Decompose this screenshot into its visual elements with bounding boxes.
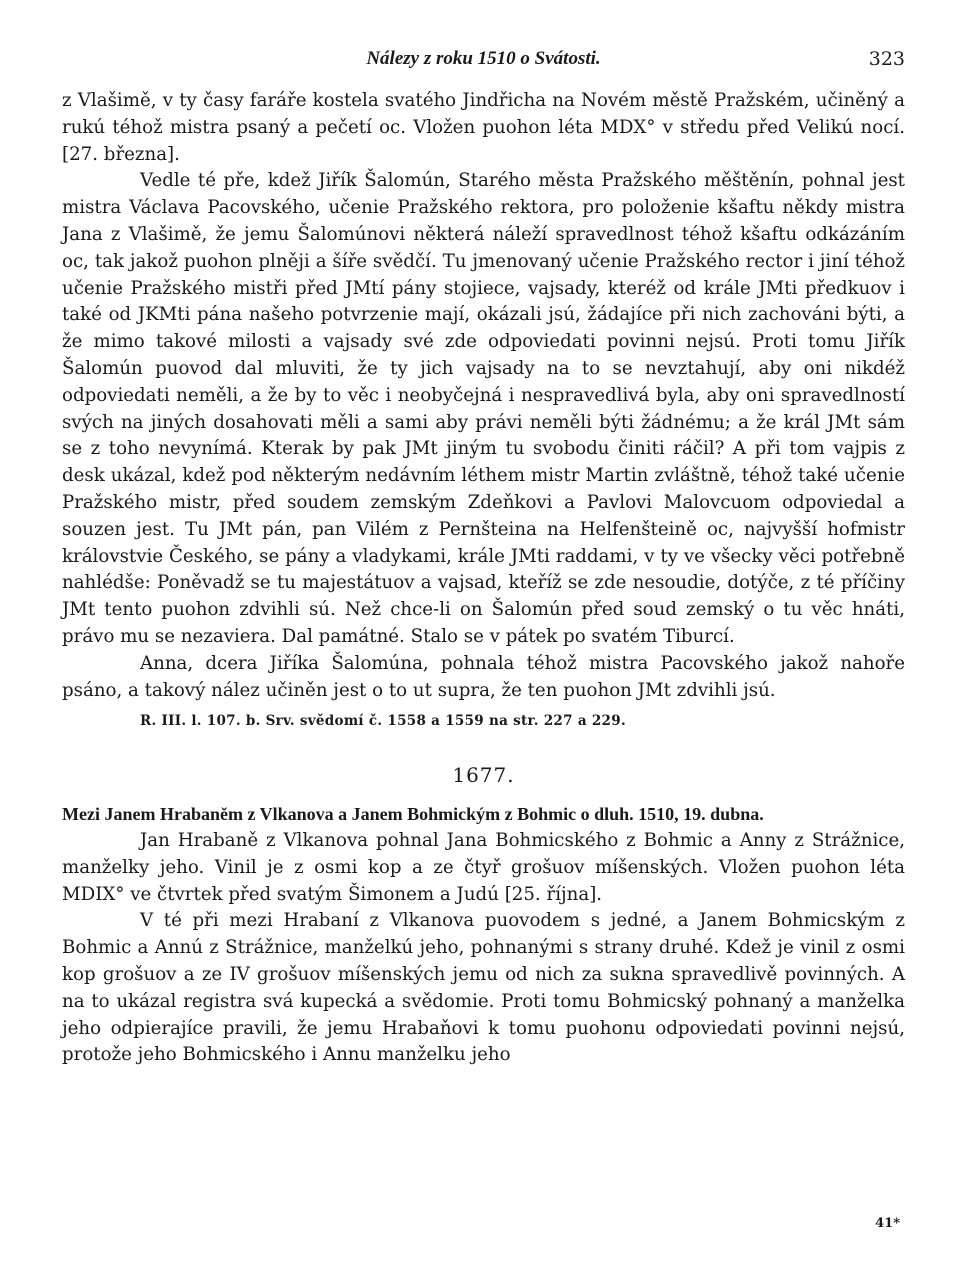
running-head bbox=[62, 44, 905, 74]
case-title: Mezi Janem Hrabaněm z Vlkanova a Janem Bohmickým z Bohmic o dluh. 1510, 19. dubna. bbox=[62, 804, 764, 825]
body-text bbox=[62, 88, 905, 1069]
source-reference: R. III. l. 107. b. Srv. svědomí č. 1558 a 1559 na str. 227 a 229. bbox=[140, 713, 626, 730]
paragraph-salomun-case: Vedle té pře, kdež Jiřík Šalomún, Starého města Pražského měštěnín, pohnal jest mistra Václava Pacovského, učenie Pražského rektora, pro položenie kšaftu někdy mistra Jana z Vlašimě, že jemu Šalomúnovi některá náleží spravedlnost téhož kšaftu odkázáním oc, tak jakož puohon plněji a šíře svědčí. Tu jmenovaný učenie Pražského rector i jiní téhož učenie Pražského mistři před JMtí pány stojiece, vajsady, kteréž od krále JMti předkuov i také od JKMti pána našeho potvrzenie mají, okázali jsú, žádajíce při nich zachováni býti, a že mimo takové milosti a vajsady své zde odpoviedati povinni nejsú. Proti tomu Jiřík Šalomún puovod dal mluviti, že ty jich vajsady na to se nevztahují, aby oni nikdéž odpoviedati neměli, a že by to věc i neobyčejná i nespravedlivá byla, aby oni spravedlností svých na jiných dosahovati měli a sami aby právi neměli býti žádnému; a že král JMt sám se z toho nevynímá. Kterak by pak JMt jiným tu svobodu činiti ráčil? A při tom vajpis z desk ukázal, kdež pod některým nedávním léthem mistr Martin zvláštně, téhož také učenie Pražského mistr, před soudem zemským Zdeňkovi a Pavlovi Malovcuom odpoviedal a souzen jest. Tu JMt pán, pan Vilém z Pernšteina na Helfenšteině oc, najvyšší hofmistr královstvie Českého, se pány a vladykami, krále JMti raddami, v ty ve všecky věci potřebně nahlédše: Poněvadž se tu majestátuov a vajsad, kteříž se zde nesoudie, dotýče, z té příčiny JMt tento puohon zdvihli sú. Než chce-li on Šalomún před soud zemský o tu věc hnáti, právo mu se nezaviera. Dal památné. Stalo se v pátek po svatém Tiburcí. bbox=[62, 170, 905, 647]
case-paragraph-1: Jan Hrabaně z Vlkanova pohnal Jana Bohmicského z Bohmic a Anny z Strážnice, manželky jeho. Vinil je z osmi kop a ze čtyř grošuov míšenských. Vložen puohon léta MDIX° ve čtvrtek před svatým Šimonem a Judú [25. října]. bbox=[62, 829, 905, 905]
paragraph-continuation: z Vlašimě, v ty časy faráře kostela svatého Jindřicha na Novém městě Pražském, učiněný a rukú téhož mistra psaný a pečetí oc. Vložen puohon léta MDX° v středu před Velikú nocí. [27. března]. bbox=[62, 90, 905, 165]
signature-mark: 41* bbox=[875, 1216, 900, 1231]
case-number: 1677. bbox=[452, 763, 515, 788]
page-number: 323 bbox=[868, 48, 905, 70]
running-title: Nálezy z roku 1510 o Svátosti. bbox=[366, 48, 601, 69]
case-paragraph-2: V té při mezi Hrabaní z Vlkanova puovodem s jedné, a Janem Bohmicským z Bohmic a Annú z Strážnice, manželkú jeho, pohnanými s strany druhé. Kdež je vinil z osmi kop grošuov a ze IV grošuov míšenských jemu od nich za sukna spravedlivě povinných. A na to ukázal registra svá kupecká a svědomie. Proti tomu Bohmicský pohnaný a manželka jeho odpierajíce pravili, že jemu Hrabaňovi k tomu puohonu odpoviedati povinni nejsú, protože jeho Bohmicského i Annu manželku jeho bbox=[62, 910, 905, 1066]
paragraph-anna: Anna, dcera Jiříka Šalomúna, pohnala téhož mistra Pacovského jakož nahoře psáno, a takový nález učiněn jest o to ut supra, že ten puohon JMt zdvihli jsú. bbox=[62, 652, 905, 701]
